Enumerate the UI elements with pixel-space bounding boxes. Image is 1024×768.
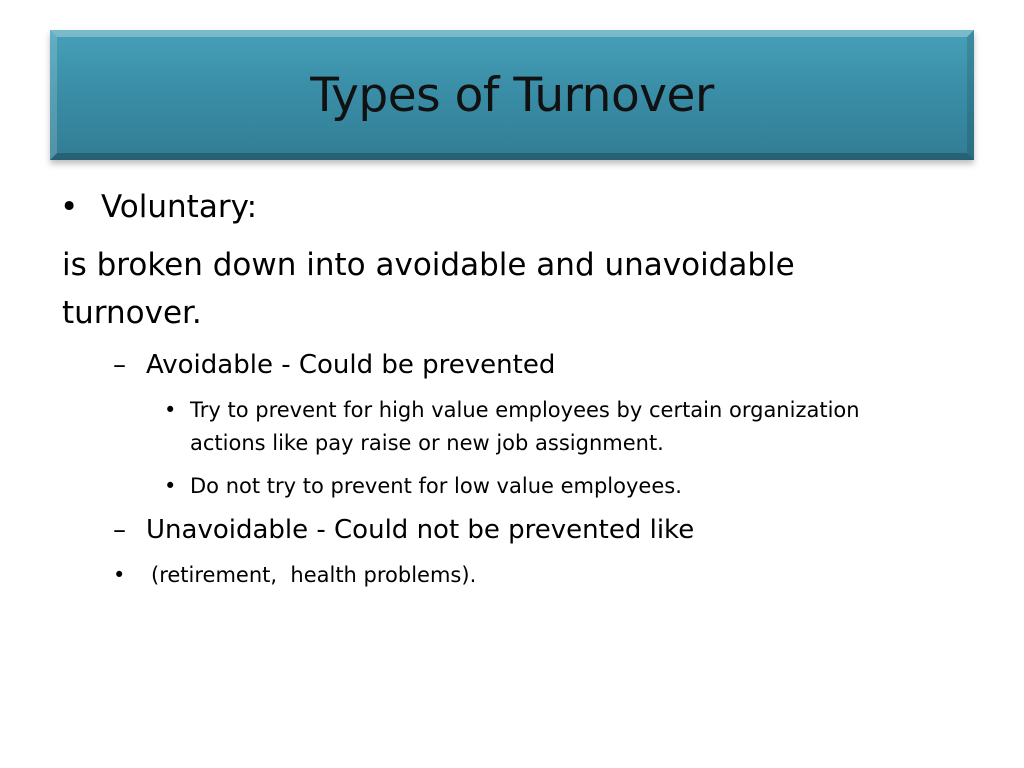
bullet-marker: •	[164, 474, 177, 498]
sub-sub-bullet-high-value-cont: actions like pay raise or new job assignment.	[190, 431, 664, 455]
bullet-marker: •	[60, 189, 79, 225]
slide-title: Types of Turnover	[310, 67, 714, 123]
title-banner	[50, 30, 974, 160]
paragraph-line-2: turnover.	[62, 295, 202, 331]
paragraph-line-1: is broken down into avoidable and unavoidable	[62, 247, 795, 283]
sub-sub-bullet-high-value: Try to prevent for high value employees by certain organization	[190, 398, 860, 422]
bullet-marker: •	[164, 398, 177, 422]
sub-bullet-avoidable: Avoidable - Could be prevented	[146, 350, 556, 380]
bullet-marker: •	[113, 563, 126, 587]
dash-marker: –	[113, 515, 126, 545]
sub-bullet-examples: (retirement, health problems).	[151, 563, 477, 587]
sub-bullet-unavoidable: Unavoidable - Could not be prevented like	[146, 515, 695, 545]
bullet-voluntary: Voluntary:	[101, 189, 258, 225]
dash-marker: –	[113, 350, 126, 380]
sub-sub-bullet-low-value: Do not try to prevent for low value employees.	[190, 474, 682, 498]
